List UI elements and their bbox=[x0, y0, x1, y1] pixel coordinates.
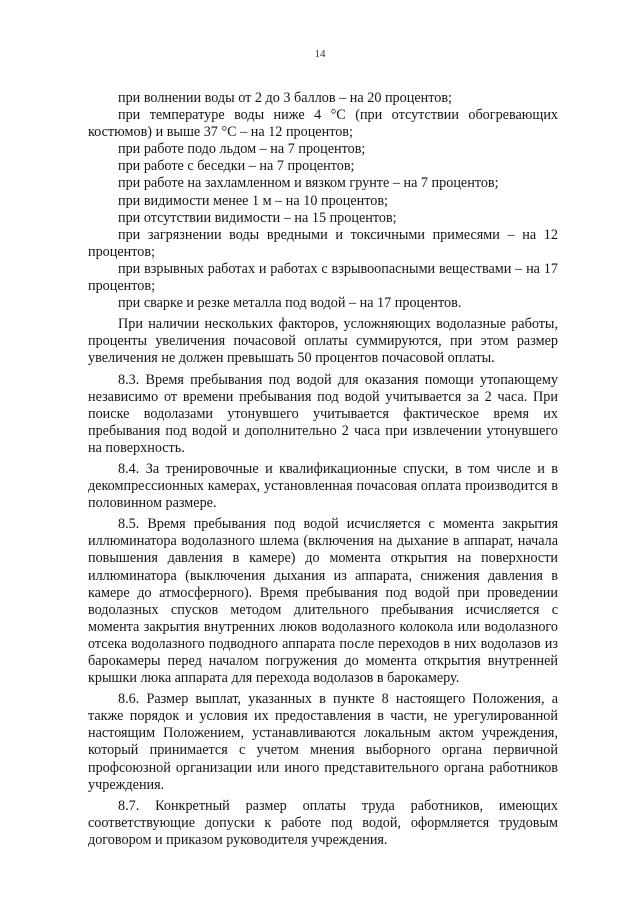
paragraph-8-4: 8.4. За тренировочные и квалификационные спуски, в том числе и в декомпрессионных камерах, установленная почасовая оплата производится в половинном размере. bbox=[88, 460, 558, 512]
paragraph-8-5: 8.5. Время пребывания под водой исчисляется с момента закрытия иллюминатора водолазного шлема (включения на дыхание в аппарат, начала повышения давления в камере) до момента открытия на поверхности иллюминатора (выключения дыхания из аппарата, снижения давления в камере до атмосферного). Время пребывания под водой при проведении водолазных спусков методом длительного пребывания исчисляется с момента закрытия внутренних люков водолазного колокола или водолазного отсека водолазного подводного аппарата после переходов в них водолазов из барокамеры перед началом погружения до момента открытия внутренней крышки люка аппарата для перехода водолазов в барокамеру. bbox=[88, 516, 558, 687]
list-item-soil: при работе на захламленном и вязком грунте – на 7 процентов; bbox=[118, 175, 499, 192]
paragraph-8-6: 8.6. Размер выплат, указанных в пункте 8 настоящего Положения, а также порядок и условия их предоставления в части, не урегулированной настоящим Положением, устанавливаются локальным актом учреждения, который принимается с учетом мнения выборного органа первичной профсоюзной организации или иного представительного органа работников учреждения. bbox=[88, 691, 558, 793]
list-item-waves: при волнении воды от 2 до 3 баллов – на 20 процентов; bbox=[118, 90, 452, 106]
list-item-no-visibility: при отсутствии видимости – на 15 процентов; bbox=[118, 209, 397, 226]
list-item-cradle: при работе с беседки – на 7 процентов; bbox=[118, 158, 355, 175]
list-item-low-visibility: при видимости менее 1 м – на 10 процентов; bbox=[118, 192, 388, 209]
list-item-explosives: при взрывных работах и работах с взрывоопасными веществами – на 17 процентов; bbox=[88, 260, 558, 295]
list-item-water-temperature: при температуре воды ниже 4 °С (при отсутствии обогревающих костюмов) и выше 37 °С – на 12 процентов; bbox=[88, 107, 558, 141]
paragraph-multiple-factors: При наличии нескольких факторов, усложняющих водолазные работы, проценты увеличения почасовой оплаты суммируются, при этом размер увеличения не должен превышать 50 процентов почасовой оплаты. bbox=[88, 316, 558, 367]
list-item-welding: при сварке и резке металла под водой – на 17 процентов. bbox=[118, 295, 462, 312]
list-item-polluted-water: при загрязнении воды вредными и токсичными примесями – на 12 процентов; bbox=[88, 226, 558, 260]
document-body bbox=[88, 90, 558, 849]
page-number: 14 bbox=[314, 48, 326, 60]
list-item-under-ice: при работе подо льдом – на 7 процентов; bbox=[118, 141, 366, 158]
paragraph-8-3: 8.3. Время пребывания под водой для оказания помощи утопающему независимо от времени пребывания под водой учитывается за 2 часа. При поиске водолазами утонувшего учитывается фактическое время их пребывания под водой и дополнительно 2 часа при извлечении утонувшего на поверхность. bbox=[88, 371, 558, 456]
paragraph-8-7: 8.7. Конкретный размер оплаты труда работников, имеющих соответствующие допуски к работе под водой, оформляется трудовым договором и приказом руководителя учреждения. bbox=[88, 797, 558, 848]
